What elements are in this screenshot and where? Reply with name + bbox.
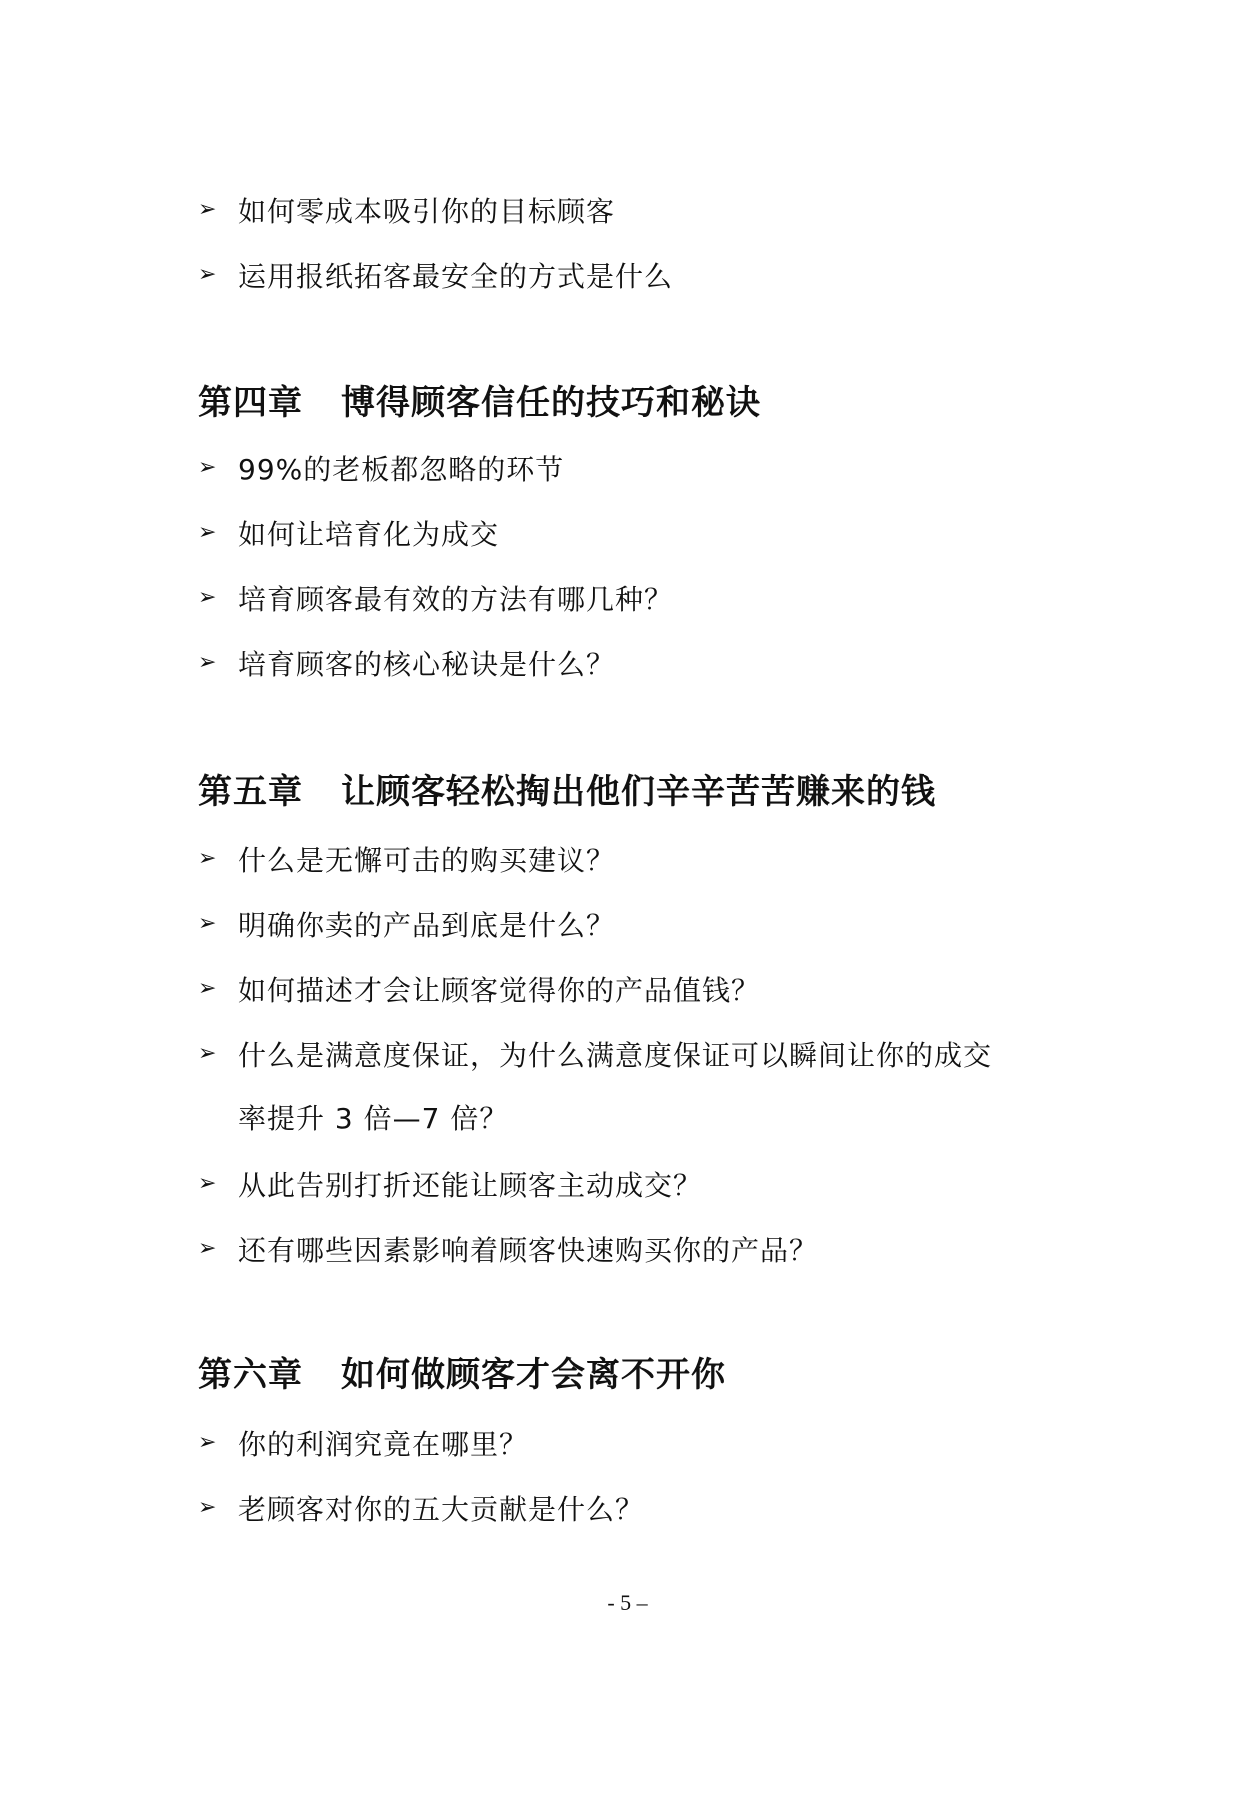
arrow-bullet-icon: ➢ bbox=[198, 1495, 218, 1520]
list-item-text: 你的利润究竟在哪里？ bbox=[238, 1428, 529, 1461]
chapter-title: 如何做顾客才会离不开你 bbox=[341, 1355, 726, 1395]
arrow-bullet-icon: ➢ bbox=[198, 1171, 218, 1196]
list-item bbox=[198, 1488, 644, 1528]
list-item bbox=[198, 904, 615, 944]
list-item bbox=[198, 513, 499, 553]
arrow-bullet-icon: ➢ bbox=[198, 1041, 218, 1066]
list-item-text: 老顾客对你的五大贡献是什么？ bbox=[238, 1493, 645, 1526]
list-item-text: 运用报纸拓客最安全的方式是什么 bbox=[238, 260, 674, 293]
page-number: - 5 – bbox=[607, 1590, 648, 1615]
list-item bbox=[198, 578, 673, 618]
list-item-text: 什么是无懈可击的购买建议？ bbox=[238, 844, 616, 877]
arrow-bullet-icon: ➢ bbox=[198, 911, 218, 936]
list-item bbox=[198, 1034, 992, 1074]
list-item bbox=[198, 448, 564, 488]
chapter-number: 第五章 bbox=[198, 772, 303, 812]
arrow-bullet-icon: ➢ bbox=[198, 1236, 218, 1261]
chapter-number: 第四章 bbox=[198, 383, 303, 423]
arrow-bullet-icon: ➢ bbox=[198, 650, 218, 675]
list-item bbox=[198, 1423, 528, 1463]
list-item-text: 还有哪些因素影响着顾客快速购买你的产品？ bbox=[238, 1234, 819, 1267]
arrow-bullet-icon: ➢ bbox=[198, 1430, 218, 1455]
list-item-text: 从此告别打折还能让顾客主动成交？ bbox=[238, 1169, 703, 1202]
arrow-bullet-icon: ➢ bbox=[198, 262, 218, 287]
chapter-heading bbox=[198, 1350, 726, 1400]
chapter-title: 博得顾客信任的技巧和秘诀 bbox=[341, 383, 761, 423]
list-item bbox=[198, 839, 615, 879]
list-item-text: 培育顾客的核心秘诀是什么？ bbox=[238, 648, 616, 681]
arrow-bullet-icon: ➢ bbox=[198, 455, 218, 480]
list-item-text: 如何零成本吸引你的目标顾客 bbox=[238, 195, 616, 228]
list-item bbox=[198, 190, 615, 230]
arrow-bullet-icon: ➢ bbox=[198, 585, 218, 610]
chapter-title: 让顾客轻松掏出他们辛辛苦苦赚来的钱 bbox=[341, 772, 936, 812]
list-item bbox=[198, 969, 760, 1009]
chapter-heading bbox=[198, 767, 936, 817]
list-item-continuation: 率提升 3 倍—7 倍？ bbox=[238, 1102, 509, 1135]
list-item-text: 如何描述才会让顾客觉得你的产品值钱？ bbox=[238, 974, 761, 1007]
list-item bbox=[198, 643, 615, 683]
chapter-number: 第六章 bbox=[198, 1355, 303, 1395]
list-item-text: 什么是满意度保证，为什么满意度保证可以瞬间让你的成交 bbox=[238, 1039, 993, 1072]
arrow-bullet-icon: ➢ bbox=[198, 976, 218, 1001]
list-item bbox=[198, 1229, 818, 1269]
list-item-text: 明确你卖的产品到底是什么？ bbox=[238, 909, 616, 942]
arrow-bullet-icon: ➢ bbox=[198, 520, 218, 545]
arrow-bullet-icon: ➢ bbox=[198, 197, 218, 222]
list-item-text: 99%的老板都忽略的环节 bbox=[238, 453, 565, 486]
list-item-text: 培育顾客最有效的方法有哪几种？ bbox=[238, 583, 674, 616]
list-item bbox=[198, 1164, 702, 1204]
list-item-text: 如何让培育化为成交 bbox=[238, 518, 500, 551]
list-item bbox=[198, 255, 673, 295]
chapter-heading bbox=[198, 378, 761, 428]
arrow-bullet-icon: ➢ bbox=[198, 846, 218, 871]
